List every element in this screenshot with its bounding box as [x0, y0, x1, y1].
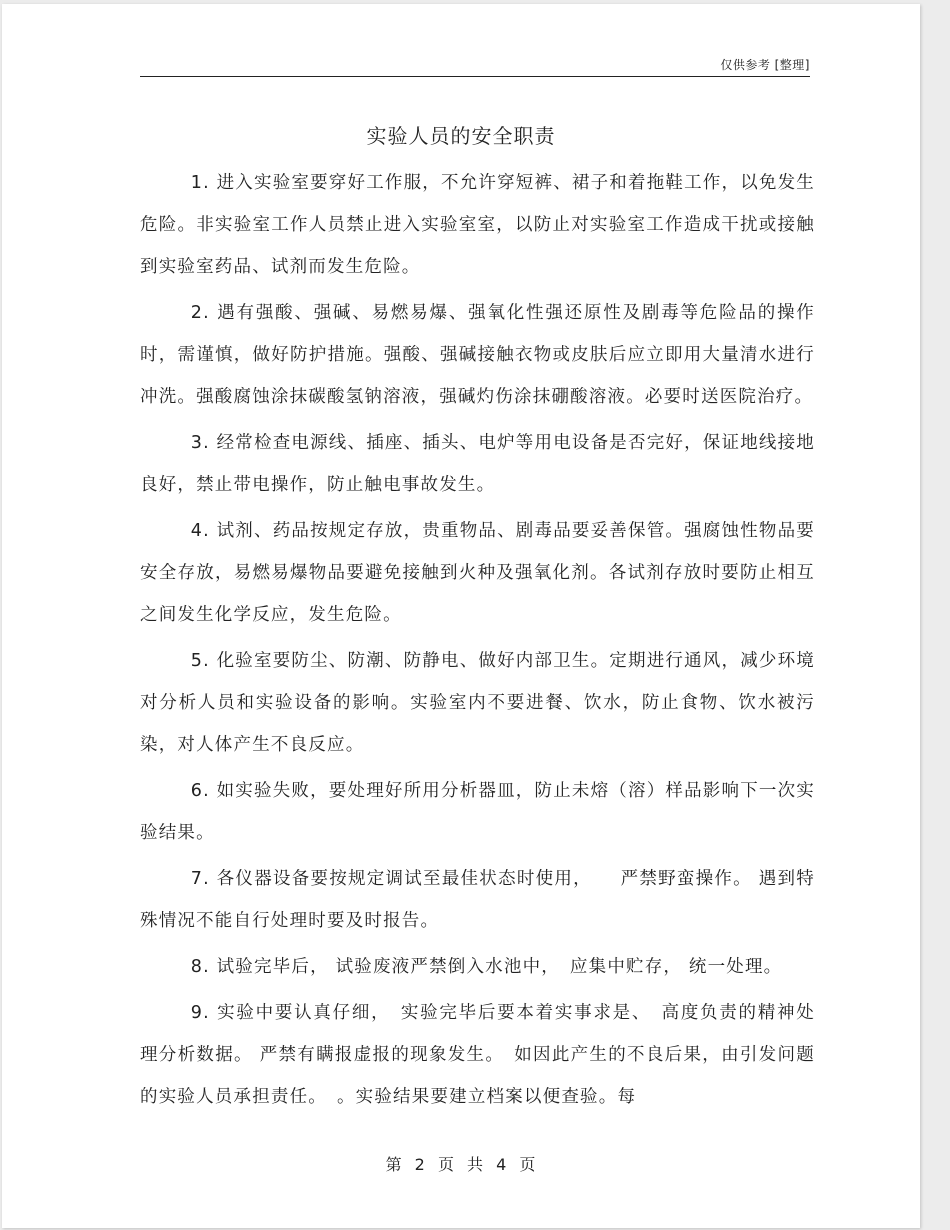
- header-divider: [140, 76, 810, 77]
- document-body: [140, 162, 815, 1122]
- paragraph-8: 8. 试验完毕后， 试验废液严禁倒入水池中， 应集中贮存， 统一处理。: [190, 957, 783, 977]
- paragraph-9: 9. 实验中要认真仔细， 实验完毕后要本着实事求是、 高度负责的精神处理分析数据。 严禁有瞒报虚报的现象发生。 如因此产生的不良后果，由引发问题的实验人员承担责任。 。实验结果要建立档案以便查验。每: [140, 1003, 815, 1107]
- paragraph-3: 3. 经常检查电源线、插座、插头、电炉等用电设备是否完好，保证地线接地良好，禁止带电操作，防止触电事故发生。: [140, 433, 816, 495]
- paragraph-5: 5. 化验室要防尘、防潮、防静电、做好内部卫生。定期进行通风，减少环境对分析人员和实验设备的影响。实验室内不要进餐、饮水，防止食物、饮水被污染，对人体产生不良反应。: [140, 651, 816, 755]
- header-reference-text: 仅供参考 [整理]: [720, 58, 810, 72]
- document-page: [2, 4, 920, 1228]
- paragraph-6: 6. 如实验失败，要处理好所用分析器皿，防止未熔（溶）样品影响下一次实验结果。: [140, 781, 816, 843]
- paragraph-7: 7. 各仪器设备要按规定调试至最佳状态时使用， 严禁野蛮操作。 遇到特殊情况不能自行处理时要及时报告。: [140, 869, 815, 931]
- page-number-footer: 第 2 页 共 4 页: [385, 1155, 537, 1174]
- document-title: 实验人员的安全职责: [366, 124, 556, 148]
- paragraph-4: 4. 试剂、药品按规定存放，贵重物品、剧毒品要妥善保管。强腐蚀性物品要安全存放，易燃易爆物品要避免接触到火种及强氧化剂。各试剂存放时要防止相互之间发生化学反应，发生危险。: [140, 521, 816, 625]
- paragraph-1: 1. 进入实验室要穿好工作服，不允许穿短裤、裙子和着拖鞋工作，以免发生危险。非实验室工作人员禁止进入实验室室，以防止对实验室工作造成干扰或接触到实验室药品、试剂而发生危险。: [140, 173, 816, 277]
- paragraph-2: 2. 遇有强酸、强碱、易燃易爆、强氧化性强还原性及剧毒等危险品的操作时，需谨慎，做好防护措施。强酸、强碱接触衣物或皮肤后应立即用大量清水进行冲洗。强酸腐蚀涂抹碳酸氢钠溶液，强碱灼伤涂抹硼酸溶液。必要时送医院治疗。: [140, 303, 815, 407]
